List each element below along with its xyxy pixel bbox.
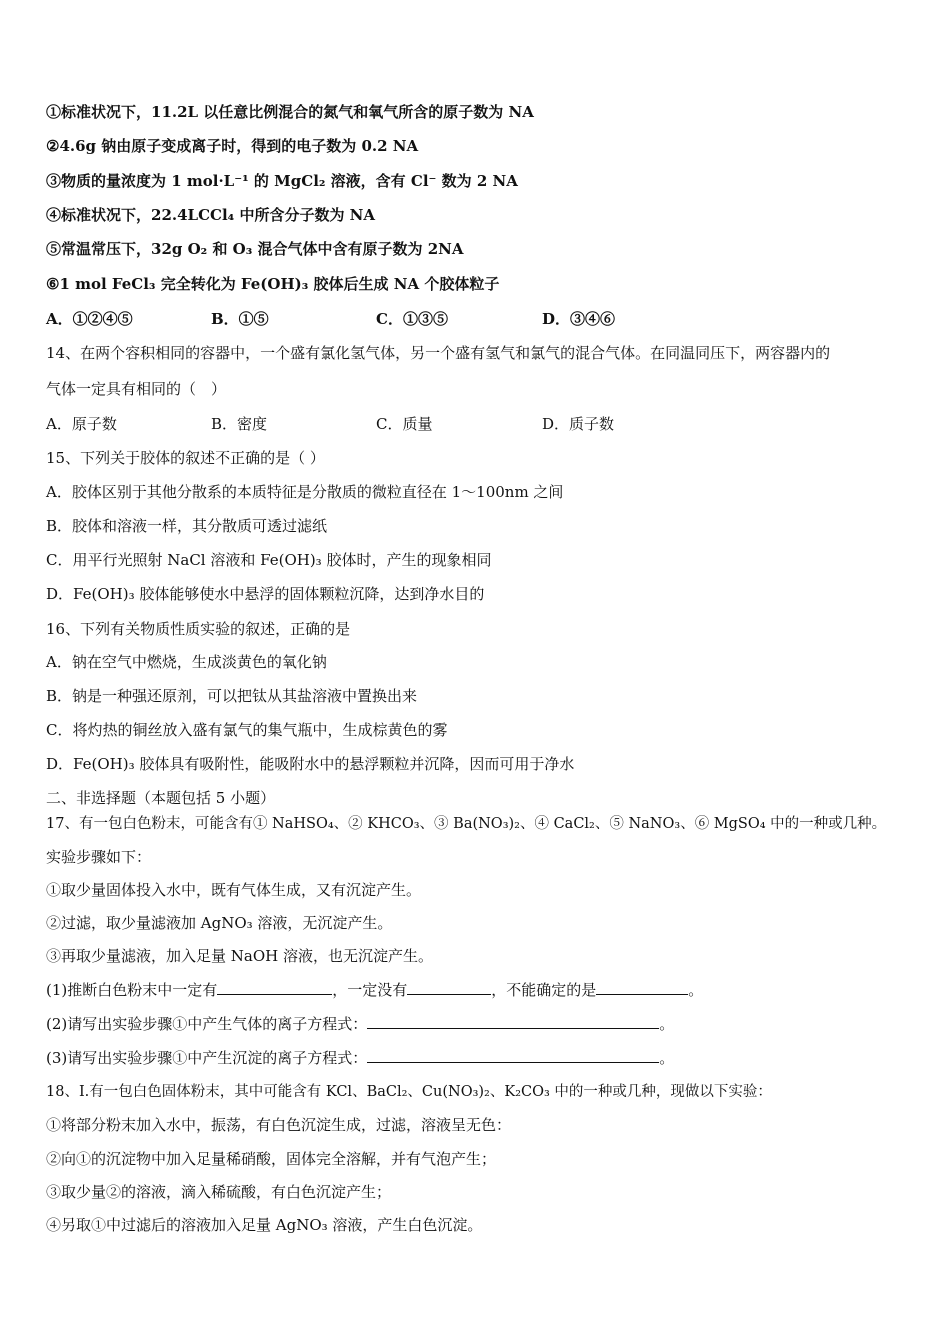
q16-option-c[interactable]: C．将灼热的铜丝放入盛有氯气的集气瓶中，生成棕黄色的雾 <box>46 721 448 739</box>
q17-part-2-text: (2)请写出实验步骤①中产生气体的离子方程式： <box>46 1015 368 1033</box>
q15-option-b[interactable]: B．胶体和溶液一样，其分散质可透过滤纸 <box>46 517 328 535</box>
q17-part-1-text-d: 。 <box>688 981 704 999</box>
q17-part-3-text: (3)请写出实验步骤①中产生沉淀的离子方程式： <box>46 1049 368 1067</box>
q17-step-2: ②过滤，取少量滤液加 AgNO₃ 溶液，无沉淀产生。 <box>46 914 393 932</box>
q14-option-b[interactable]: B．密度 <box>211 415 268 433</box>
q14-option-d[interactable]: D．质子数 <box>542 415 615 433</box>
q16-stem: 16、下列有关物质性质实验的叙述，正确的是 <box>46 620 351 638</box>
q13-option-a[interactable]: A．①②④⑤ <box>46 310 133 328</box>
q17-part-1-text-a: (1)推断白色粉末中一定有 <box>46 981 218 999</box>
q16-option-b[interactable]: B．钠是一种强还原剂，可以把钛从其盐溶液中置换出来 <box>46 687 418 705</box>
q18-experiment-1: ①将部分粉末加入水中，振荡，有白色沉淀生成，过滤，溶液呈无色： <box>46 1116 512 1134</box>
q14-option-c[interactable]: C．质量 <box>376 415 433 433</box>
q18-experiment-2: ②向①的沉淀物中加入足量稀硝酸，固体完全溶解，并有气泡产生； <box>46 1150 497 1168</box>
q14-stem-line-2: 气体一定具有相同的（ ） <box>46 380 227 398</box>
q17-part-1-text-b: ，一定没有 <box>332 981 408 999</box>
q15-option-a[interactable]: A．胶体区别于其他分散系的本质特征是分散质的微粒直径在 1～100nm 之间 <box>46 483 564 501</box>
q14-options <box>46 413 614 435</box>
q17-steps-title: 实验步骤如下： <box>46 848 152 866</box>
q13-statement-1: ①标准状况下，11.2L 以任意比例混合的氮气和氧气所含的原子数为 NA <box>46 103 534 121</box>
q17-blank-gas-equation[interactable] <box>367 1013 659 1029</box>
q17-blank-precipitate-equation[interactable] <box>367 1047 659 1063</box>
q17-step-1: ①取少量固体投入水中，既有气体生成，又有沉淀产生。 <box>46 881 422 899</box>
q17-blank-certain[interactable] <box>217 979 332 995</box>
q17-blank-absent[interactable] <box>407 979 491 995</box>
q14-option-a[interactable]: A．原子数 <box>46 415 117 433</box>
q17-blank-uncertain[interactable] <box>596 979 688 995</box>
q13-statement-2: ②4.6g 钠由原子变成离子时，得到的电子数为 0.2 NA <box>46 137 419 155</box>
q13-statement-3: ③物质的量浓度为 1 mol·L⁻¹ 的 MgCl₂ 溶液，含有 Cl⁻ 数为 2 NA <box>46 172 518 190</box>
q17-part-3 <box>46 1047 674 1069</box>
q13-statement-6: ⑥1 mol FeCl₃ 完全转化为 Fe(OH)₃ 胶体后生成 NA 个胶体粒子 <box>46 275 500 293</box>
section-heading: 二、非选择题（本题包括 5 小题） <box>46 789 276 807</box>
q17-part-2-end: 。 <box>659 1015 675 1033</box>
q18-experiment-3: ③取少量②的溶液，滴入稀硫酸，有白色沉淀产生； <box>46 1183 392 1201</box>
q13-option-c[interactable]: C．①③⑤ <box>376 310 448 328</box>
q13-statement-4: ④标准状况下，22.4LCCl₄ 中所含分子数为 NA <box>46 206 376 224</box>
q15-option-d[interactable]: D．Fe(OH)₃ 胶体能够使水中悬浮的固体颗粒沉降，达到净水目的 <box>46 585 485 603</box>
q17-part-1-text-c: ，不能确定的是 <box>491 981 597 999</box>
q14-stem-line-1: 14、在两个容积相同的容器中，一个盛有氯化氢气体，另一个盛有氢气和氯气的混合气体。在同温同压下，两容器内的 <box>46 344 831 362</box>
q13-option-b[interactable]: B．①⑤ <box>211 310 269 328</box>
q18-stem: 18、Ⅰ.有一包白色固体粉末，其中可能含有 KCl、BaCl₂、Cu(NO₃)₂、K₂CO₃ 中的一种或几种，现做以下实验： <box>46 1084 772 1100</box>
q13-option-d[interactable]: D．③④⑥ <box>542 310 616 328</box>
q16-option-d[interactable]: D．Fe(OH)₃ 胶体具有吸附性，能吸附水中的悬浮颗粒并沉降，因而可用于净水 <box>46 755 575 773</box>
q15-stem: 15、下列关于胶体的叙述不正确的是（ ） <box>46 449 325 467</box>
q17-step-3: ③再取少量滤液，加入足量 NaOH 溶液，也无沉淀产生。 <box>46 947 433 965</box>
q17-part-3-end: 。 <box>659 1049 675 1067</box>
q13-options <box>46 308 615 330</box>
q17-part-1 <box>46 979 703 1001</box>
q15-option-c[interactable]: C．用平行光照射 NaCl 溶液和 Fe(OH)₃ 胶体时，产生的现象相同 <box>46 551 492 569</box>
q17-part-2 <box>46 1013 674 1035</box>
q17-stem: 17、有一包白色粉末，可能含有① NaHSO₄、② KHCO₃、③ Ba(NO₃)₂、④ CaCl₂、⑤ NaNO₃、⑥ MgSO₄ 中的一种或几种。 <box>46 816 887 832</box>
q16-option-a[interactable]: A．钠在空气中燃烧，生成淡黄色的氧化钠 <box>46 653 327 671</box>
q18-experiment-4: ④另取①中过滤后的溶液加入足量 AgNO₃ 溶液，产生白色沉淀。 <box>46 1216 483 1234</box>
q13-statement-5: ⑤常温常压下，32g O₂ 和 O₃ 混合气体中含有原子数为 2NA <box>46 240 464 258</box>
